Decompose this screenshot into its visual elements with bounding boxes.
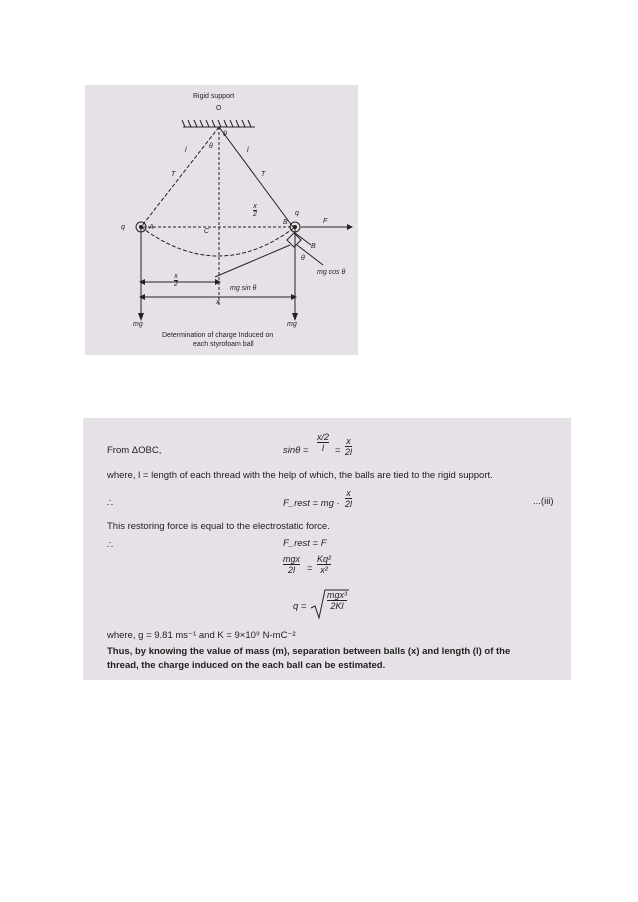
numerator: mgx [283, 554, 301, 564]
frest-equation: F_rest = mg · [283, 498, 340, 509]
denominator: x² [320, 565, 328, 575]
x-half-numerator: x [174, 273, 178, 280]
point-c-label: C [204, 228, 210, 235]
weight-label: mg [133, 321, 143, 328]
point-b-label: B [311, 243, 316, 250]
point-a-label: A [149, 224, 154, 231]
numerator: Kq² [317, 554, 332, 564]
weight-label: mg [287, 321, 297, 328]
theta-label: θ [301, 255, 305, 262]
numerator: x/2 [317, 432, 330, 442]
figure-caption: Determination of charge Induced on [162, 332, 274, 339]
figure-caption: each styrofoam ball [193, 341, 254, 348]
numerator: x [346, 488, 351, 498]
x-half-denominator: 2 [174, 281, 178, 288]
q-equation: q = [293, 601, 307, 612]
tension-label: T [171, 171, 176, 178]
denominator: l [322, 443, 324, 453]
charge-label: q [295, 210, 299, 217]
equals-sign: = [335, 445, 341, 456]
pendulum-diagram [85, 85, 358, 355]
force-label: F [323, 218, 328, 225]
fraction [345, 436, 352, 457]
mg-cos-label: mg cos θ [317, 269, 346, 276]
x-half-fraction [253, 203, 257, 218]
sin-equation: sinθ = [283, 445, 309, 456]
from-obc-text: From ΔOBC, [107, 445, 162, 456]
numerator: mgx³ [327, 590, 347, 600]
text-scan [83, 418, 571, 680]
figure-scan [85, 85, 358, 355]
conclusion-line: thread, the charge induced on the each ball can be estimated. [107, 660, 386, 671]
theta-label: θ [209, 143, 213, 150]
denominator: 2l [345, 447, 353, 457]
conclusion-line: Thus, by knowing the value of mass (m), separation between balls (x) and length (l) of the [107, 646, 511, 657]
fraction [317, 432, 329, 453]
therefore-symbol: ∴ [107, 540, 114, 551]
denominator: 2l [288, 565, 296, 575]
charge-label: q [121, 224, 125, 231]
where-line: where, l = length of each thread with the help of which, the balls are tied to the rigid support. [107, 470, 493, 481]
length-label: l [247, 147, 249, 154]
fraction [327, 590, 347, 611]
fraction [283, 554, 300, 575]
x-half-denominator: 2 [253, 211, 257, 218]
frest-f-equation: F_rest = F [283, 538, 327, 549]
equation-number: ...(iii) [533, 496, 554, 507]
mg-sin-label: mg sin θ [230, 285, 257, 292]
denominator: 2l [345, 499, 353, 509]
therefore-symbol: ∴ [107, 498, 114, 509]
theta-label: θ [223, 131, 227, 138]
restoring-line: This restoring force is equal to the electrostatic force. [107, 521, 330, 532]
x-half-numerator: x [253, 203, 257, 210]
where-g-line: where, g = 9.81 ms⁻¹ and K = 9×10⁹ N-mC⁻² [107, 630, 296, 641]
tension-label: T [261, 171, 266, 178]
rigid-support-label: Rigid support [193, 93, 235, 100]
fraction [345, 488, 352, 509]
numerator: x [346, 436, 351, 446]
point-o-label: O [216, 105, 222, 112]
fraction [317, 554, 331, 575]
length-label: l [185, 147, 187, 154]
denominator: 2Kl [330, 601, 344, 611]
point-b-label: B [283, 219, 288, 226]
separation-label: x [216, 299, 220, 306]
equals-sign: = [307, 563, 313, 574]
x-half-fraction [174, 273, 178, 288]
